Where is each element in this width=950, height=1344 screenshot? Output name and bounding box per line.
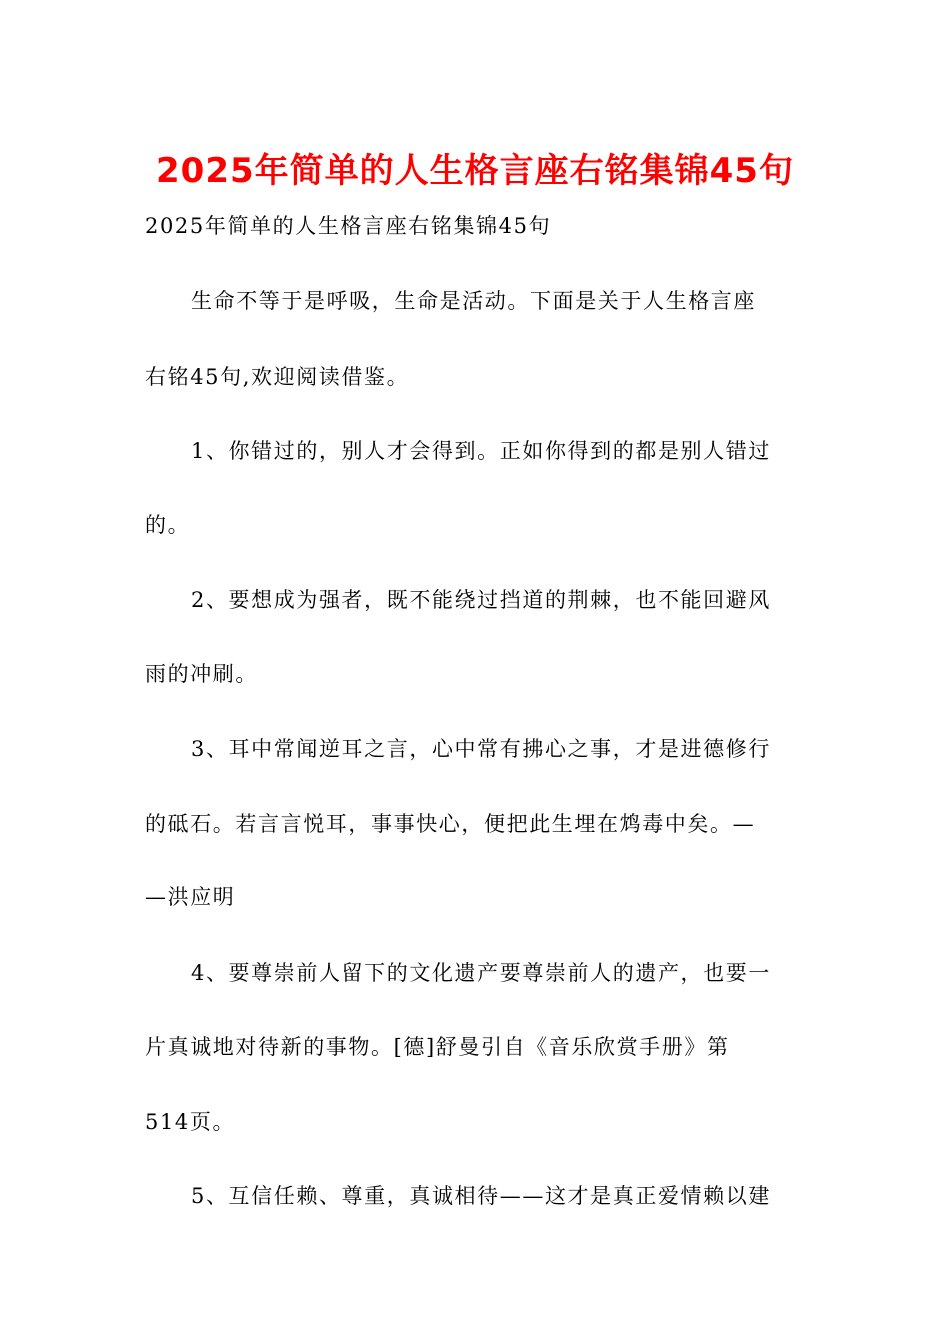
quote-4-line-3: 514页。 bbox=[145, 1110, 236, 1134]
intro-line-1: 生命不等于是呼吸，生命是活动。下面是关于人生格言座 bbox=[191, 289, 756, 313]
quote-2-line-2: 雨的冲刷。 bbox=[145, 662, 258, 686]
quote-1-line-1: 1、你错过的，别人才会得到。正如你得到的都是别人错过 bbox=[191, 439, 771, 463]
quote-3-line-1: 3、耳中常闻逆耳之言，心中常有拂心之事，才是进德修行 bbox=[191, 737, 771, 761]
quote-2-line-1: 2、要想成为强者，既不能绕过挡道的荆棘，也不能回避风 bbox=[191, 588, 771, 612]
quote-5-line-1: 5、互信任赖、尊重，真诚相待——这才是真正爱情赖以建 bbox=[191, 1184, 771, 1208]
quote-3-line-2: 的砥石。若言言悦耳，事事快心，便把此生埋在鸩毒中矣。— bbox=[145, 812, 756, 836]
intro-line-2: 右铭45句,欢迎阅读借鉴。 bbox=[145, 365, 410, 389]
quote-1-line-2: 的。 bbox=[145, 513, 191, 537]
quote-4-line-1: 4、要尊崇前人留下的文化遗产要尊崇前人的遗产，也要一 bbox=[191, 961, 771, 985]
quote-4-line-2: 片真诚地对待新的事物。[德]舒曼引自《音乐欣赏手册》第 bbox=[145, 1035, 730, 1059]
document-subtitle: 2025年简单的人生格言座右铭集锦45句 bbox=[145, 214, 552, 238]
quote-3-line-3: —洪应明 bbox=[145, 885, 236, 909]
document-title: 2025年简单的人生格言座右铭集锦45句 bbox=[156, 151, 794, 191]
